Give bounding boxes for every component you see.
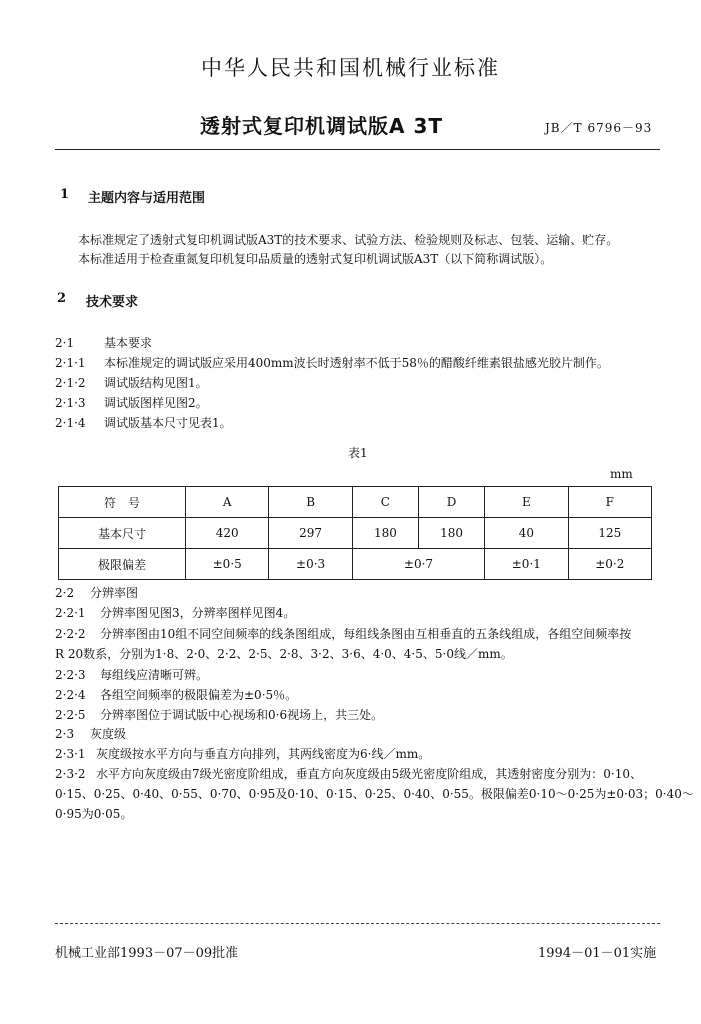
title-rule: [55, 149, 660, 150]
clause-text: 各组空间频率的极限偏差为±0·5％。: [100, 688, 298, 702]
table-header-cell: 符 号: [59, 487, 186, 518]
clause-text: 灰度级按水平方向与垂直方向排列，其两线密度为6·线／mm。: [96, 747, 431, 761]
clause-number: 2·3·1: [55, 747, 86, 761]
standard-header: 中华人民共和国机械行业标准: [201, 56, 500, 80]
table-unit: mm: [610, 467, 633, 481]
clause-text: 调试版图样见图2。: [104, 396, 208, 410]
table-header-cell: B: [269, 487, 352, 518]
clause-number: 2·2·2: [55, 627, 86, 641]
clause-text: 本标准规定的调试版应采用400mm波长时透射率不低于58％的醋酸纤维素银盐感光胶片制作。: [104, 356, 609, 370]
clause-text: 分辨率图位于调试版中心视场和0·6视场上，共三处。: [100, 708, 384, 722]
table-cell: 180: [352, 518, 418, 549]
effective-date: 1994－01－01实施: [538, 946, 657, 961]
table-cell: 40: [485, 518, 568, 549]
clause-text: 灰度级: [90, 727, 127, 741]
clause-number: 2·3: [55, 727, 75, 741]
table-cell: 180: [418, 518, 484, 549]
clause-number: 2·2·3: [55, 668, 86, 682]
clause-number: 2·3·2: [55, 767, 86, 781]
table-cell: ±0·3: [269, 549, 352, 580]
table-cell: ±0·1: [485, 549, 568, 580]
table-header-cell: E: [485, 487, 568, 518]
table-header-cell: D: [418, 487, 484, 518]
clause-text: 分辨率图: [90, 586, 139, 600]
clause-text: 0·15、0·25、0·40、0·55、0·70、0·95及0·10、0·15、0·25、0·40、0·55。极限偏差0·10～0·25为±0·03；0·40～: [55, 787, 694, 801]
table-cell: ±0·7: [352, 549, 484, 580]
table-cell: 基本尺寸: [59, 518, 186, 549]
clause-number: 2·1·4: [55, 416, 86, 430]
clause-number: 2·2·5: [55, 708, 86, 722]
clause-text: R 20数系，分别为1·8、2·0、2·2、2·5、2·8、3·2、3·6、4·0、4·5、5·0线／mm。: [55, 647, 513, 661]
table-caption: 表1: [348, 446, 368, 460]
standard-code: JB／T 6796－93: [545, 121, 653, 135]
approval-date: 机械工业部1993－07－09批准: [55, 946, 239, 961]
table-cell: 极限偏差: [59, 549, 186, 580]
table-row: [59, 549, 652, 580]
clause-text: 每组线应清晰可辨。: [100, 668, 209, 682]
section-1-para-2: 本标准适用于检查重氮复印机复印品质量的透射式复印机调试版A3T（以下简称调试版）。: [78, 252, 553, 266]
dimension-table: [58, 486, 652, 580]
table-header-row: [59, 487, 652, 518]
table-row: [59, 518, 652, 549]
clause-text: 分辨率图由10组不同空间频率的线条图组成，每组线条图由互相垂直的五条线组成，各组空间频率按: [100, 627, 632, 641]
clause-text: 调试版结构见图1。: [104, 376, 208, 390]
clause-text: 0·95为0·05。: [55, 807, 133, 821]
clause-text: 水平方向灰度级由7级光密度阶组成，垂直方向灰度级由5级光密度阶组成，其透射密度分别为：0·10、: [96, 767, 642, 781]
table-cell: 125: [568, 518, 651, 549]
footer-rule: [55, 923, 660, 924]
clause-text: 调试版基本尺寸见表1。: [104, 416, 232, 430]
section-1-title: 主题内容与适用范围: [88, 191, 206, 206]
clause-number: 2·2·4: [55, 688, 86, 702]
section-1-para-1: 本标准规定了透射式复印机调试版A3T的技术要求、试验方法、检验规则及标志、包装、运输、贮存。: [78, 233, 619, 247]
clause-text: 基本要求: [104, 336, 153, 350]
clause-number: 2·1·2: [55, 376, 86, 390]
clause-number: 2·1·1: [55, 356, 86, 370]
section-2-number: 2: [57, 291, 67, 306]
table-header-cell: F: [568, 487, 651, 518]
clause-text: 分辨率图见图3，分辨率图样见图4。: [100, 606, 296, 620]
table-cell: ±0·2: [568, 549, 651, 580]
clause-number: 2·1·3: [55, 396, 86, 410]
table-cell: ±0·5: [186, 549, 269, 580]
clause-number: 2·1: [55, 336, 75, 350]
document-title: 透射式复印机调试版A 3T: [200, 114, 443, 138]
section-2-title: 技术要求: [86, 295, 139, 310]
table-header-cell: C: [352, 487, 418, 518]
clause-number: 2·2·1: [55, 606, 86, 620]
table-cell: 420: [186, 518, 269, 549]
table-cell: 297: [269, 518, 352, 549]
clause-number: 2·2: [55, 586, 75, 600]
table-header-cell: A: [186, 487, 269, 518]
section-1-number: 1: [60, 187, 70, 202]
